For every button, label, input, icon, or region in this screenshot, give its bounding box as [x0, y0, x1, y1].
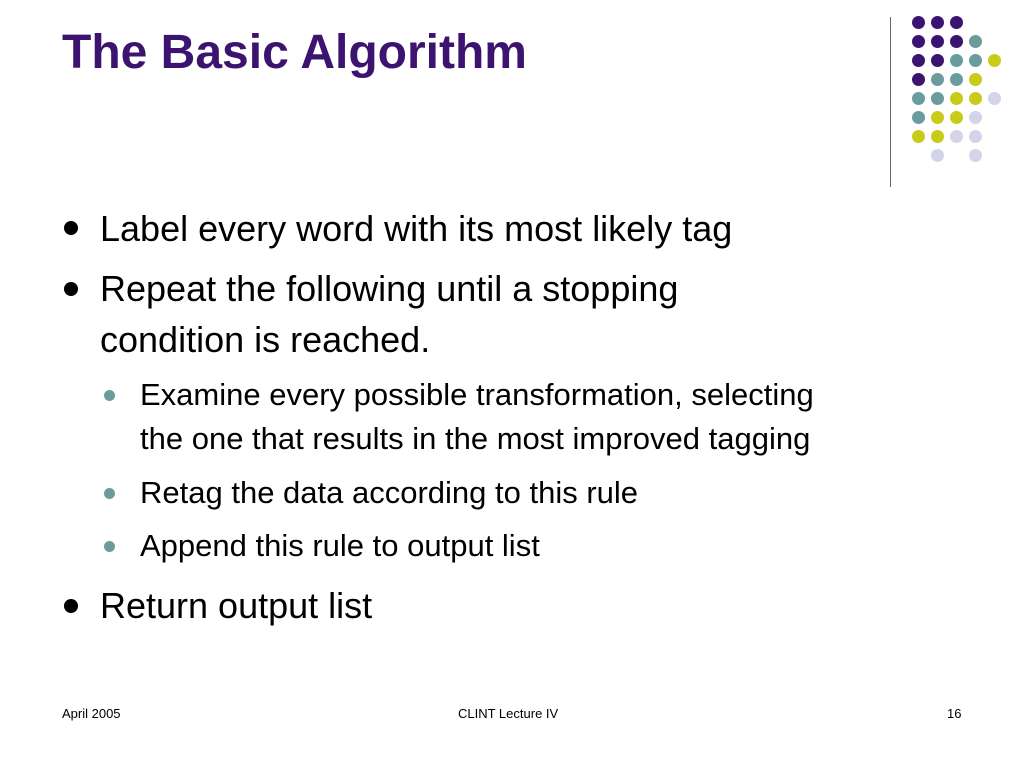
deco-dot: [969, 111, 982, 124]
deco-dot: [988, 92, 1001, 105]
deco-dot: [969, 130, 982, 143]
title-divider-line: [890, 17, 891, 187]
deco-dot: [969, 35, 982, 48]
bullet-text-continuation: condition is reached.: [100, 319, 431, 360]
deco-dot: [969, 92, 982, 105]
sub-bullet-text: Retag the data according to this rule: [140, 475, 639, 510]
deco-dot: [950, 130, 963, 143]
sub-bullet-text: Append this rule to output list: [140, 528, 540, 563]
deco-dot: [912, 130, 925, 143]
deco-dot: [931, 92, 944, 105]
deco-dot: [931, 35, 944, 48]
deco-dot: [912, 73, 925, 86]
deco-dot: [912, 111, 925, 124]
footer-page-number: 16: [947, 706, 962, 721]
deco-dot: [912, 54, 925, 67]
sub-bullet-text-continuation: the one that results in the most improved tagging: [140, 421, 811, 456]
bullet-text: Repeat the following until a stopping: [100, 268, 679, 309]
deco-dot: [931, 149, 944, 162]
sub-bullet-dot-icon: [104, 390, 115, 401]
deco-dot: [950, 92, 963, 105]
deco-dot: [912, 35, 925, 48]
bullet-dot-icon: [64, 599, 78, 613]
deco-dot: [969, 149, 982, 162]
bullet-text: Label every word with its most likely tag: [100, 208, 733, 249]
deco-dot: [950, 73, 963, 86]
deco-dot: [988, 54, 1001, 67]
sub-bullet-text: Examine every possible transformation, selecting: [140, 377, 814, 412]
deco-dot: [931, 54, 944, 67]
bullet-dot-icon: [64, 221, 78, 235]
deco-dot: [969, 73, 982, 86]
deco-dot: [950, 54, 963, 67]
bullet-dot-icon: [64, 282, 78, 296]
deco-dot: [912, 92, 925, 105]
deco-dot: [969, 54, 982, 67]
deco-dot: [950, 35, 963, 48]
deco-dot: [950, 111, 963, 124]
deco-dot: [931, 73, 944, 86]
sub-bullet-dot-icon: [104, 488, 115, 499]
deco-dot: [950, 16, 963, 29]
sub-bullet-dot-icon: [104, 541, 115, 552]
footer-center-text: CLINT Lecture IV: [458, 706, 559, 721]
deco-dot: [931, 111, 944, 124]
bullet-text: Return output list: [100, 585, 373, 626]
deco-dot: [931, 130, 944, 143]
deco-dot: [931, 16, 944, 29]
deco-dot: [912, 16, 925, 29]
footer-date: April 2005: [62, 706, 121, 721]
slide-title: The Basic Algorithm: [62, 26, 527, 79]
